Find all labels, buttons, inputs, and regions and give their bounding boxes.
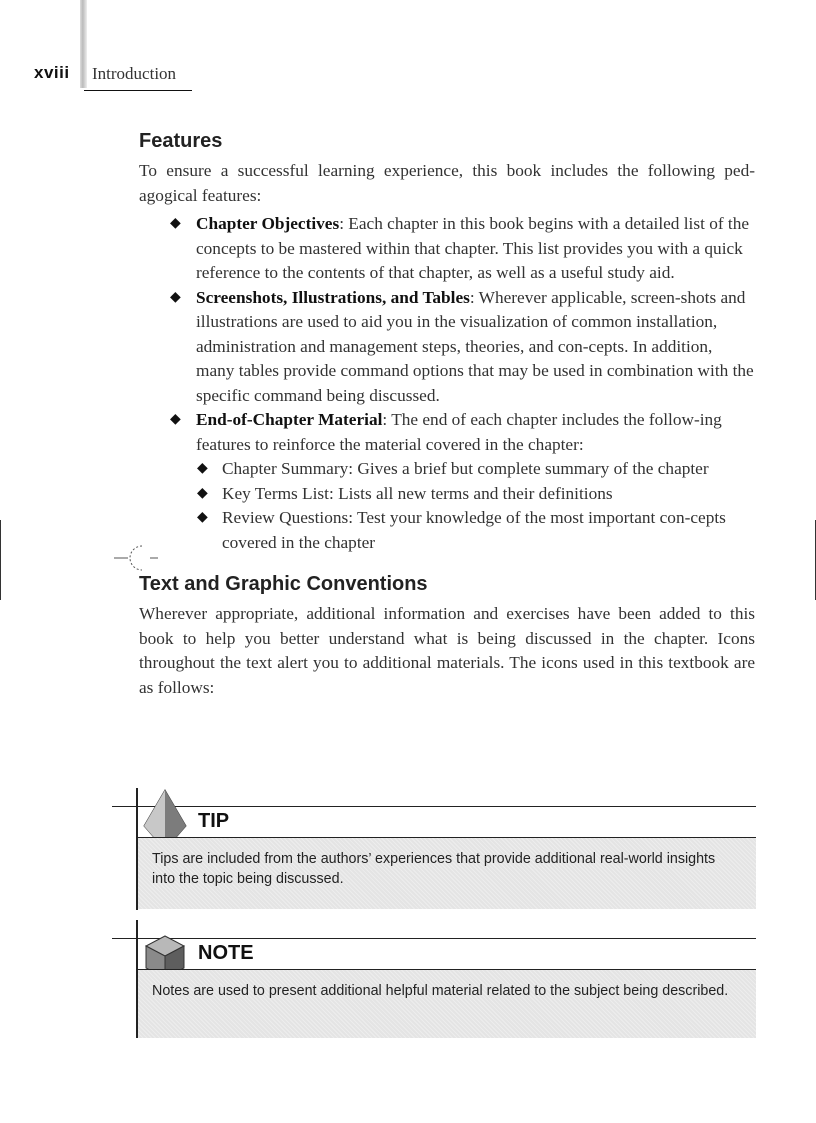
sub-list-item	[196, 457, 755, 482]
tip-text: Tips are included from the authors’ experiences that provide additional real-world insights into the topic being discussed.	[152, 851, 716, 887]
list-item-term: Chapter Objectives	[196, 214, 340, 233]
binding-spine	[80, 0, 87, 88]
list-item-text: : Each chapter in this book begins with a detailed list of the concepts to be mastered within that chapter. This list provides you with a quick reference to the contents of that chapter, as well as a useful study aid.	[196, 214, 750, 282]
features-intro: To ensure a successful learning experience, this book includes the following ped-agogical features:	[139, 161, 755, 205]
sub-list-item	[196, 506, 755, 555]
note-callout	[112, 920, 756, 1038]
bullet-diamond-icon: ◆	[197, 461, 208, 476]
features-list	[139, 212, 755, 555]
list-item	[169, 212, 755, 286]
page-number: xviii	[34, 63, 70, 82]
bullet-diamond-icon: ◆	[170, 412, 181, 427]
list-item-text: : The end of each chapter includes the follow-ing features to reinforce the material covered in the chapter:	[196, 410, 722, 454]
tip-callout	[112, 788, 756, 910]
list-item-term: End-of-Chapter Material	[196, 410, 383, 429]
conventions-body: Wherever appropriate, additional information and exercises have been added to this book to help you better understand what is being discussed in the chapter. Icons throughout the text alert you to additional materials. The icons used in this textbook are as follows:	[139, 604, 755, 697]
sub-list-item-text: Chapter Summary: Gives a brief but complete summary of the chapter	[222, 459, 709, 478]
bullet-diamond-icon: ◆	[170, 216, 181, 231]
note-box	[138, 970, 756, 1038]
crop-mark-left	[0, 520, 1, 600]
list-item-term: Screenshots, Illustrations, and Tables	[196, 287, 470, 307]
features-heading: Features	[139, 130, 223, 152]
callout-top-rule	[112, 938, 756, 939]
main-content	[139, 130, 755, 700]
sub-list-item-text: Key Terms List: Lists all new terms and their definitions	[222, 483, 613, 503]
tip-box	[138, 838, 756, 909]
list-item-text: : Wherever applicable, screen-shots and illustrations are used to aid you in the visualization of common installation, administration and management steps, theories, and con-cepts. In addition, many tables provide command options that may be used in combination with the specific command being discussed.	[196, 287, 754, 405]
running-head: Introduction	[92, 64, 177, 83]
end-of-chapter-sublist	[196, 457, 755, 555]
sub-list-item	[196, 482, 755, 507]
conventions-heading: Text and Graphic Conventions	[139, 573, 428, 595]
bullet-diamond-icon: ◆	[197, 485, 208, 501]
list-item	[169, 408, 755, 555]
tip-label: TIP	[198, 810, 230, 832]
note-label: NOTE	[198, 942, 254, 964]
note-text: Notes are used to present additional helpful material related to the subject being described.	[152, 983, 729, 999]
sub-list-item-text: Review Questions: Test your knowledge of the most important con-cepts covered in the chapter	[222, 508, 726, 552]
callout-top-rule	[112, 806, 756, 807]
running-head-rule	[84, 90, 192, 91]
list-item	[169, 286, 755, 409]
bullet-diamond-icon: ◆	[197, 510, 208, 525]
bullet-diamond-icon: ◆	[170, 289, 181, 305]
